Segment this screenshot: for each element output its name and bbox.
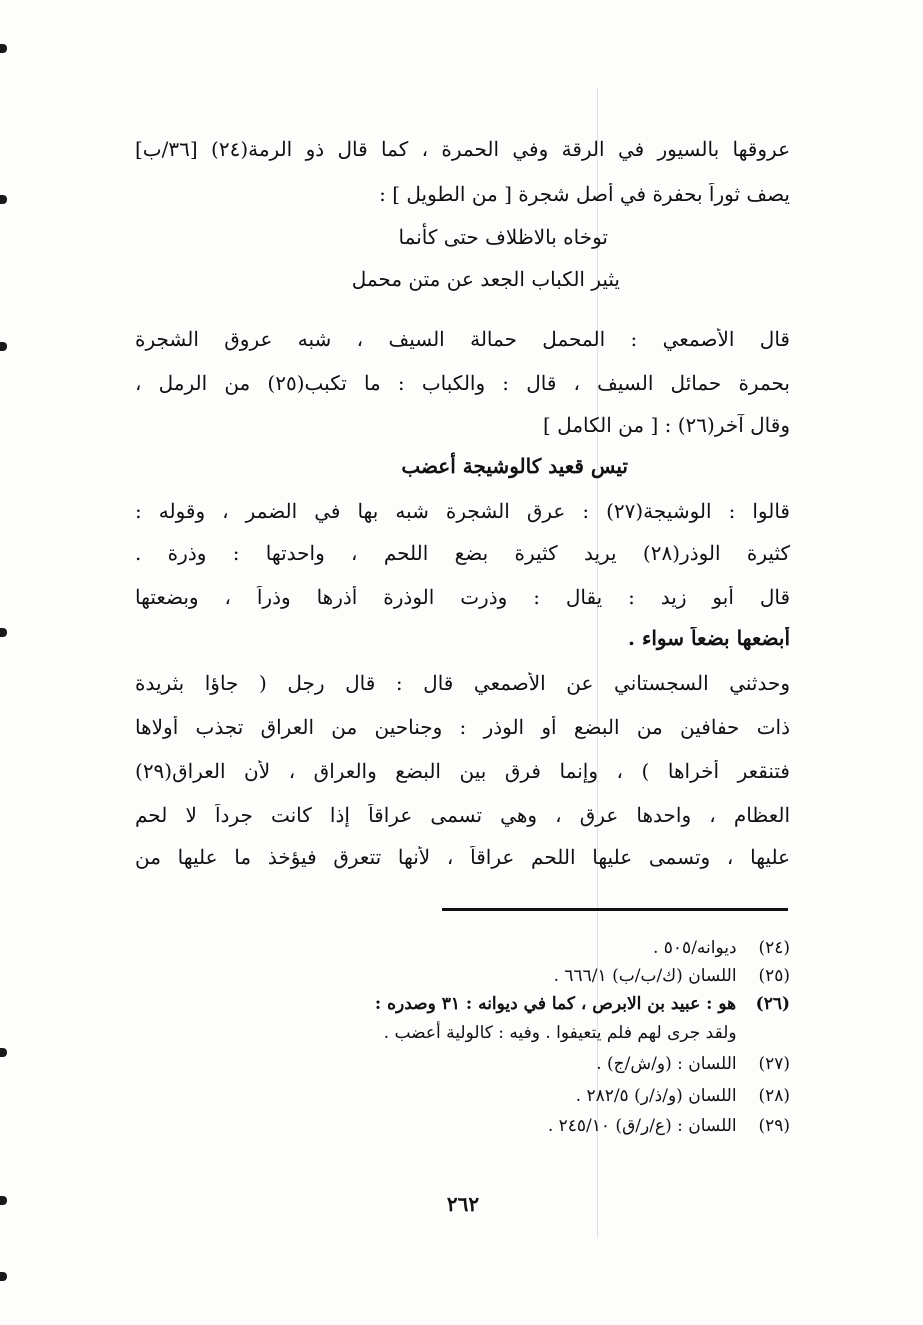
footnote-text: ولقد جرى لهم فلم يتعيفوا . وفيه : كالولية أعضب . [383,1023,737,1043]
edge-mark [0,44,7,53]
verse-line: توخاه بالاظلاف حتى كأنما [398,225,608,249]
footnote [576,1086,790,1106]
footnote-number: (٢٥) [758,966,790,986]
footnote [384,1023,790,1043]
verse-line: يثير الكباب الجعد عن متن محمل [351,267,620,291]
text-line: أبضعها بضعاً سواء . [628,627,790,650]
page-number: ٢٦٢ [446,1192,480,1216]
footnote-text: اللسان : (ع/ر/ق) ٢٤٥/١٠ . [547,1116,737,1136]
text-line: قالوا : الوشيجة(٢٧) : عرق الشجرة شبه بها في الضمر ، وقوله : [135,500,790,523]
footnote-number: (٢٦) [755,994,790,1014]
footnote [548,1116,790,1136]
footnote-text: اللسان (ك/ب/ب) ٦٦٦/١ . [553,966,737,986]
text-line: عروقها بالسيور في الرقة وفي الحمرة ، كما قال ذو الرمة(٢٤) [٣٦/ب] [135,138,790,161]
text-line: كثيرة الوذر(٢٨) يريد كثيرة بضع اللحم ، واحدتها : وذرة . [135,542,790,565]
footnote [596,1054,790,1074]
edge-mark [0,342,7,351]
verse-line: تيس قعيد كالوشيجة أعضب [401,454,628,478]
edge-mark [0,1048,7,1057]
footnote-number: (٢٨) [758,1086,790,1106]
text-line: وقال آخر(٢٦) : [ من الكامل ] [543,414,790,437]
footnote-text: ديوانه/٥٠٥ . [652,938,737,958]
text-line: قال الأصمعي : المحمل حمالة السيف ، شبه عروق الشجرة [135,328,790,351]
footnote-number: (٢٩) [758,1116,790,1136]
footnote-text: هو : عبيد بن الابرص ، كما في ديوانه : ٣١ وصدره : [374,994,737,1014]
footnote-separator [442,908,788,911]
text-line: ذات حفافين من البضع أو الوذر : وجناحين من العراق تجذب أولاها [135,716,790,739]
footnote [653,938,790,958]
text-line: فتنقعر أخراها ) ، وإنما فرق بين البضع والعراق ، لأن العراق(٢٩) [135,760,790,783]
edge-mark [0,195,7,204]
edge-mark [0,1196,7,1205]
text-line: وحدثني السجستاني عن الأصمعي قال : قال رجل ( جاؤا بثريدة [135,672,790,695]
footnote-number: (٢٤) [758,938,790,958]
text-line: يصف ثوراً بحفرة في أصل شجرة [ من الطويل ] : [379,183,790,206]
main-text [135,0,790,900]
text-line: عليها ، وتسمى عليها اللحم عراقاً ، لأنها تتعرق فيؤخذ ما عليها من [135,846,790,869]
footnote [554,966,790,986]
footnote-text: اللسان : (و/ش/ج) . [596,1054,737,1074]
footnote-text: اللسان (و/ذ/ر) ٢٨٢/٥ . [575,1086,737,1106]
footnote-number: (٢٧) [758,1054,790,1074]
edge-mark [0,628,7,637]
footnote [375,994,790,1014]
text-line: العظام ، واحدها عرق ، وهي تسمى عراقاً إذا كانت جرداً لا لحم [135,804,790,827]
text-line: قال أبو زيد : يقال : وذرت الوذرة أذرها وذراً ، وبضعتها [135,586,790,609]
text-line: بحمرة حمائل السيف ، قال : والكباب : ما تكبب(٢٥) من الرمل ، [135,372,790,395]
edge-mark [0,1272,7,1281]
